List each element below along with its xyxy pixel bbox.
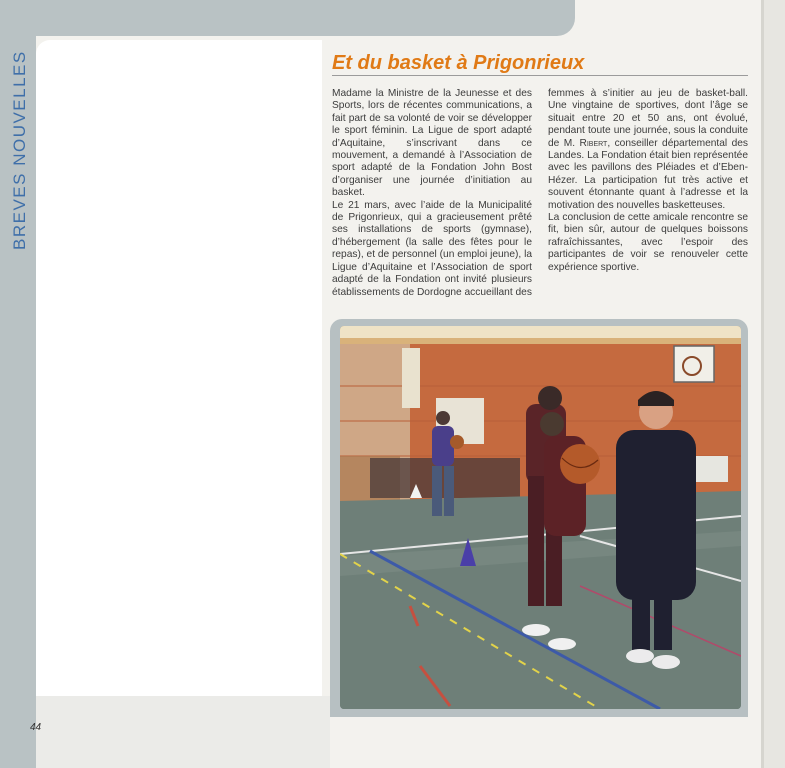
basketball-photo xyxy=(340,326,741,709)
paragraph: Madame la Ministre de la Jeunesse et des Sports, lors de récentes communications, a fait part de sa volonté de voir se développer le sport féminin. La Ligue de sport adapté d’Aquitaine, s’inscrivant dans ce mouvement, a demandé à l’Association de sport adapté de la Fondation John Bost d’organiser une journée d’initiation au basket. xyxy=(332,88,532,199)
text-run: , conseiller départemental des Landes. La Fondation était bien représentée avec les pavillons des Pléiades et d’Eben-Hézer. La participation fut très active et souvent étonnante quant à l’adresse et la motivation des nouvelles basketteuses. xyxy=(548,137,748,211)
paragraph xyxy=(548,88,748,212)
gym-scene-illustration xyxy=(340,326,741,709)
paragraph: Le 21 mars, avec l’aide de la Municipalité de Prigonrieux, qui a gracieusement prêté ses installations de sports (gymnase), d’hébergement (la salle des fêtes pour le repas), et de personnel (un emploi jeune), la Ligue d’Aquitaine et l’Association de sport adapté de la Fondation ont invité plusieurs établissements de Dordogne accueillant des xyxy=(332,199,532,298)
bottom-band xyxy=(36,696,330,768)
person-name: Ribert xyxy=(579,137,608,149)
text-run: femmes à s’initier au jeu de basket-ball. Une vingtaine de sportives, dont l’âge se situait entre 20 et 50 ans, ont évolué, pendant toute une journée, sous la conduite de M. xyxy=(548,88,748,149)
page-edge xyxy=(761,0,785,768)
section-title: BREVES NOUVELLES xyxy=(10,50,29,250)
article-column-left xyxy=(332,88,532,299)
top-band xyxy=(0,0,575,36)
title-rule xyxy=(332,75,748,76)
article-title: Et du basket à Prigonrieux xyxy=(332,52,585,74)
paragraph: La conclusion de cette amicale rencontre se fit, bien sûr, autour de quelques boissons rafraîchissantes, avec l’espoir des participantes de voir se renouveler cette expérience sportive. xyxy=(548,212,748,273)
blank-panel xyxy=(36,40,322,696)
page-number: 44 xyxy=(30,722,42,733)
article-column-right xyxy=(548,88,748,274)
